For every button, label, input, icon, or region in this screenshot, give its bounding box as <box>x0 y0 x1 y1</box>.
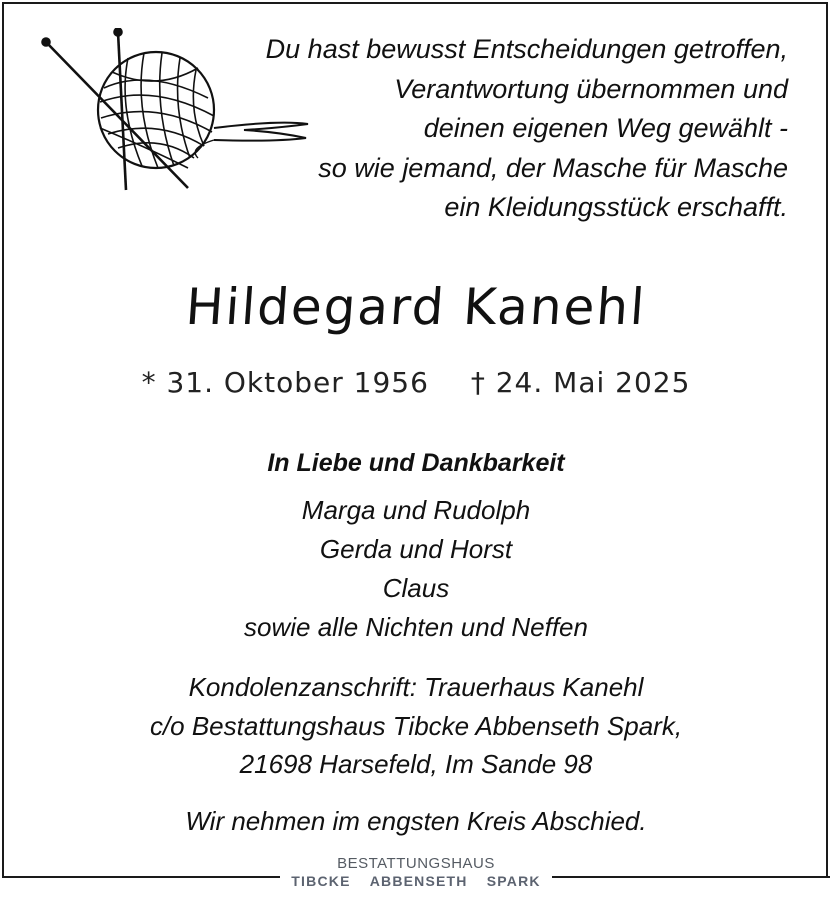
mourners-list <box>0 491 832 647</box>
bottom-rule-right <box>552 876 830 878</box>
poem-line: ein Kleidungsstück erschafft. <box>444 192 788 222</box>
deceased-name: Hildegard Kanehl <box>183 278 649 336</box>
address-line: c/o Bestattungshaus Tibcke Abbenseth Spark, <box>149 710 683 741</box>
condolence-address <box>0 668 832 784</box>
logo-subtitle <box>280 872 552 890</box>
life-dates <box>0 366 832 399</box>
poem <box>188 30 788 228</box>
mourner-line: Gerda und Horst <box>319 534 513 564</box>
mourner-line: Claus <box>382 573 450 603</box>
address-line: Kondolenzanschrift: Trauerhaus Kanehl <box>188 672 644 702</box>
mourner-line: Marga und Rudolph <box>301 495 531 525</box>
bottom-rule-left <box>2 876 280 878</box>
address-line: 21698 Harsefeld, Im Sande 98 <box>239 749 593 779</box>
death-date: † 24. Mai 2025 <box>470 366 691 399</box>
farewell-text: Wir nehmen im engsten Kreis Abschied. <box>185 806 647 836</box>
logo-word: SPARK <box>486 873 541 889</box>
funeral-home-logo <box>280 856 552 890</box>
mourners-heading: In Liebe und Dankbarkeit <box>267 449 565 477</box>
logo-title: BESTATTUNGSHAUS <box>337 855 495 872</box>
birth-date: * 31. Oktober 1956 <box>141 366 429 399</box>
logo-word: ABBENSETH <box>369 873 468 889</box>
poem-line: so wie jemand, der Masche für Masche <box>318 152 788 183</box>
mourner-line: sowie alle Nichten und Neffen <box>244 612 588 642</box>
poem-line: Du hast bewusst Entscheidungen getroffen, <box>265 34 788 64</box>
logo-word: TIBCKE <box>291 873 351 889</box>
poem-line: Verantwortung übernommen und <box>394 73 788 104</box>
poem-line: deinen eigenen Weg gewählt - <box>423 113 788 143</box>
